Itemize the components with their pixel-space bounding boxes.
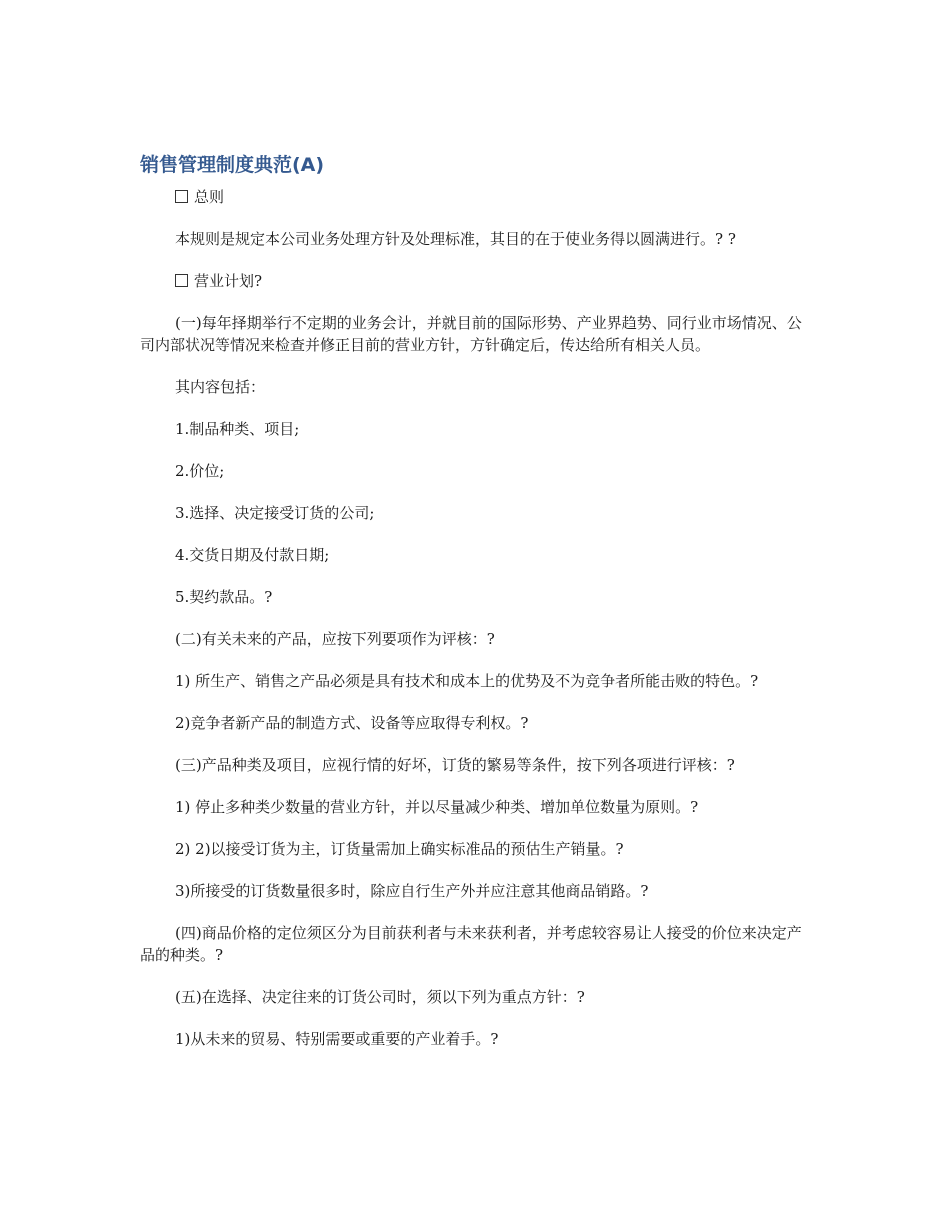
paragraph-text: 1) 所生产、销售之产品必须是具有技术和成本上的优势及不为竞争者所能击败的特色。? [175, 672, 759, 690]
paragraph [140, 796, 810, 818]
section-heading [140, 186, 810, 208]
paragraph-text: 营业计划? [194, 272, 263, 290]
paragraph [140, 460, 810, 482]
section-heading [140, 270, 810, 292]
paragraph [140, 628, 810, 650]
paragraph-text: 3)所接受的订货数量很多时，除应自行生产外并应注意其他商品销路。? [175, 882, 649, 900]
document-title: 销售管理制度典范(A) [140, 154, 325, 176]
paragraph-text: 1.制品种类、项目; [175, 420, 300, 438]
paragraph [140, 670, 810, 692]
paragraph-text: 1)从未来的贸易、特别需要或重要的产业着手。? [175, 1030, 499, 1048]
paragraph [140, 986, 810, 1008]
paragraph [140, 312, 810, 356]
paragraph [140, 228, 810, 250]
paragraph-text: 2.价位; [175, 462, 225, 480]
paragraph [140, 544, 810, 566]
paragraph [140, 1028, 810, 1050]
checkbox-square-icon [175, 190, 188, 203]
paragraph [140, 880, 810, 902]
paragraph [140, 586, 810, 608]
paragraph-text: 5.契约款品。? [175, 588, 273, 606]
paragraph [140, 502, 810, 524]
paragraph-text: (五)在选择、决定往来的订货公司时，须以下列为重点方针：? [175, 988, 585, 1006]
paragraph-text: 3.选择、决定接受订货的公司; [175, 504, 375, 522]
paragraph [140, 376, 810, 398]
paragraph [140, 838, 810, 860]
paragraph-text: 4.交货日期及付款日期; [175, 546, 330, 564]
paragraph-text: 1) 停止多种类少数量的营业方针，并以尽量减少种类、增加单位数量为原则。? [175, 798, 699, 816]
paragraph-text: 2)竞争者新产品的制造方式、设备等应取得专利权。? [175, 714, 529, 732]
paragraph-text: (二)有关未来的产品，应按下列要项作为评核：? [175, 630, 495, 648]
paragraph-text: (一)每年择期举行不定期的业务会计，并就目前的国际形势、产业界趋势、同行业市场情况、公司内部状况等情况来检查并修正目前的营业方针，方针确定后，传达给所有相关人员。 [140, 314, 802, 354]
document-page [140, 150, 810, 1050]
paragraph-text: (三)产品种类及项目，应视行情的好坏，订货的繁易等条件，按下列各项进行评核：? [175, 756, 735, 774]
paragraph-text: 本规则是规定本公司业务处理方针及处理标准，其目的在于使业务得以圆满进行。? ? [175, 230, 736, 248]
checkbox-square-icon [175, 274, 188, 287]
paragraph-text: 2) 2)以接受订货为主，订货量需加上确实标准品的预估生产销量。? [175, 840, 624, 858]
paragraph [140, 754, 810, 776]
paragraph [140, 922, 810, 966]
paragraph-text: 其内容包括： [175, 378, 266, 396]
paragraph [140, 712, 810, 734]
paragraph [140, 418, 810, 440]
document-body [140, 186, 810, 1050]
paragraph-text: 总则 [194, 188, 225, 206]
paragraph-text: (四)商品价格的定位须区分为目前获利者与未来获利者，并考虑较容易让人接受的价位来决定产品的种类。? [140, 924, 802, 964]
